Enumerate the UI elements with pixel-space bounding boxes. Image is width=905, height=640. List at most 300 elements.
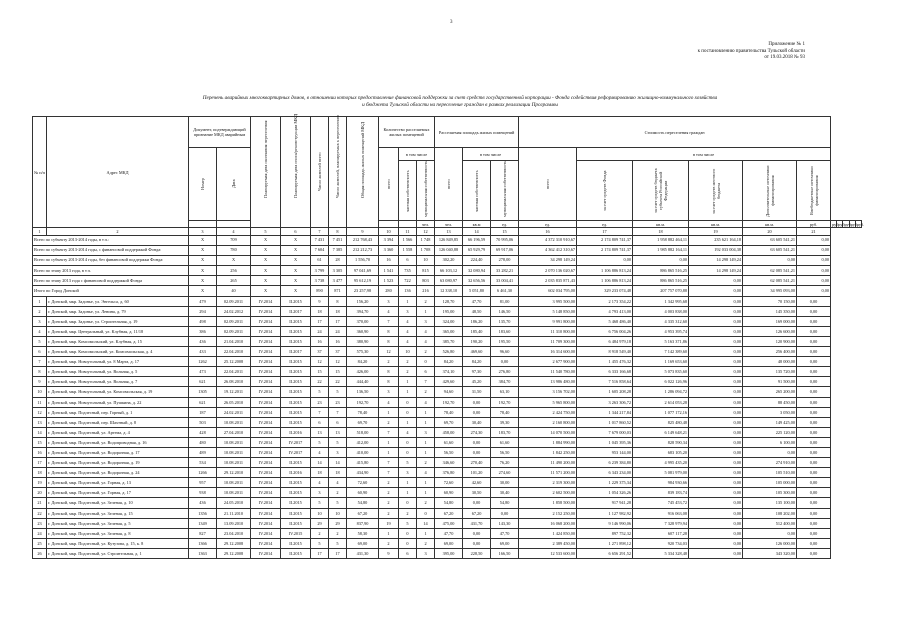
table-cell: 837,90 (347, 518, 379, 528)
table-cell: 0,00 (797, 437, 831, 447)
table-cell: 376,80 (435, 468, 463, 478)
table-cell: IV.2014 (251, 528, 281, 538)
table-cell: 25 (33, 538, 47, 548)
table-cell: 5 (329, 387, 347, 397)
table-cell: 10.08.2011 (217, 478, 251, 488)
table-cell: IV.2014 (251, 548, 281, 558)
table-cell: 6 (329, 417, 347, 427)
table-cell: X (251, 256, 281, 266)
table-cell: 12 (379, 347, 399, 357)
table-cell: IV.2017 (281, 447, 311, 457)
table-cell: 0,00 (689, 538, 743, 548)
table-cell: 329 233 074,48 (577, 286, 633, 296)
table-cell: 5 073 835,60 (633, 367, 689, 377)
table-header (33, 113, 865, 236)
table-cell: 3 (417, 316, 435, 326)
table-cell: 7 (311, 407, 329, 417)
header-count-private: частная собственность (405, 169, 410, 212)
table-cell: 534 (189, 458, 217, 468)
table-cell: 3 (329, 447, 347, 457)
table-cell: 105 510,00 (743, 468, 797, 478)
table-cell: 709 (217, 236, 251, 246)
table-cell: г. Донской, мкр. Подлесный, пер. Шахтный, д. 8 (47, 417, 189, 427)
header-area-municipal: муниципальная собственность (502, 160, 508, 217)
table-cell: 0,00 (797, 387, 831, 397)
table-cell: 91 500,00 (743, 377, 797, 387)
table-cell: II.2017 (281, 347, 311, 357)
column-number: 19 (689, 228, 743, 236)
table-cell: 1 (417, 417, 435, 427)
table-cell: 2 389 450,00 (519, 538, 577, 548)
table-cell: 518,00 (347, 427, 379, 437)
column-number: 5 (251, 228, 281, 236)
table-cell: IV.2014 (251, 437, 281, 447)
table-cell: IV.2014 (251, 397, 281, 407)
table-body (33, 236, 862, 559)
table-cell: II.2015 (281, 316, 311, 326)
table-cell: II.2015 (281, 478, 311, 488)
table-cell: 0,00 (797, 417, 831, 427)
table-cell: 216 (417, 286, 435, 296)
table-cell: 0,00 (797, 296, 831, 306)
table-cell: II.2015 (281, 488, 311, 498)
table-cell: 84,20 (463, 357, 491, 367)
table-cell: 458,00 (435, 427, 463, 437)
table-cell: 365,00 (435, 326, 463, 336)
table-cell: 2 174 809 741,37 (577, 246, 633, 256)
table-cell: II.2015 (281, 548, 311, 558)
table-cell: 280 (379, 286, 399, 296)
column-number: 10 (379, 228, 399, 236)
unit-cell: руб. (832, 221, 840, 227)
table-cell: 66 196,59 (463, 236, 491, 246)
table-cell: X (251, 236, 281, 246)
table-cell: 0,00 (689, 387, 743, 397)
table-cell: IV.2014 (251, 447, 281, 457)
table-row (33, 407, 862, 417)
table-cell: 24.05.2010 (217, 498, 251, 508)
table-cell: 9 (311, 296, 329, 306)
table-cell: II.2015 (281, 498, 311, 508)
table-cell: 0,00 (689, 528, 743, 538)
table-cell: 1 541 (379, 266, 399, 276)
table-cell: IV.2017 (281, 437, 311, 447)
header-area-group: Расселяемая площадь жилых помещений (435, 117, 519, 148)
table-cell: 69,70 (347, 417, 379, 427)
header-area-total-2: всего (446, 179, 452, 189)
table-row (33, 417, 862, 427)
header-local: за счет средств местного бюджета (710, 167, 721, 214)
table-cell: 602 034 795,00 (519, 286, 577, 296)
table-cell: 6 022 126,96 (633, 377, 689, 387)
table-cell: X (189, 266, 217, 276)
table-row (33, 367, 862, 377)
table-cell: 7 385 (329, 246, 347, 256)
table-cell: 0,00 (463, 397, 491, 407)
table-cell: 126 040,88 (435, 246, 463, 256)
table-cell: 0,00 (689, 316, 743, 326)
table-cell: 2 (379, 417, 399, 427)
table-row (33, 357, 862, 367)
header-area-in-that: в том числе (463, 148, 519, 161)
table-cell: 0,00 (797, 286, 831, 296)
table-cell: 1266 (189, 468, 217, 478)
total-row (33, 276, 862, 286)
table-cell: X (251, 266, 281, 276)
header-address: Адрес МКД (47, 117, 189, 228)
table-cell: 34 298 149,24 (519, 256, 577, 266)
table-cell: 21 (33, 498, 47, 508)
table-row (33, 478, 862, 488)
table-cell: г. Донской, мкр. Новоугольный, ул. Комсомольская, д. 19 (47, 387, 189, 397)
table-cell: 72,60 (347, 478, 379, 488)
table-cell: 61,60 (491, 437, 519, 447)
table-cell: II.2015 (281, 397, 311, 407)
unit-cell: руб. (856, 221, 865, 227)
table-cell: 166,50 (491, 548, 519, 558)
table-cell: 1 127 982,92 (577, 508, 633, 518)
table-cell: 23.04.2010 (217, 528, 251, 538)
table-row (33, 427, 862, 437)
table-cell: 48,50 (463, 306, 491, 316)
table-cell: 10 (417, 256, 435, 266)
table-cell: 0,00 (463, 447, 491, 457)
table-cell: 97 041,69 (347, 266, 379, 276)
unit-cell: ед. (519, 221, 577, 228)
table-cell: 6 343 234,00 (577, 468, 633, 478)
table-cell: 12 (311, 357, 329, 367)
header-doc-number: Номер (200, 178, 205, 190)
column-number: 1 (33, 228, 47, 236)
table-cell: г. Донской, мкр. Комсомольский, ул. Клубная, д. 15 (47, 336, 189, 346)
table-cell: 0,00 (689, 347, 743, 357)
table-cell: 30,40 (491, 488, 519, 498)
table-cell: 1 858 500,00 (519, 498, 577, 508)
table-cell: 105 300,00 (743, 488, 797, 498)
table-cell: 0,00 (689, 508, 743, 518)
table-cell: 0 (399, 538, 417, 548)
table-cell: 1 556,70 (347, 256, 379, 266)
table-cell: 13 (311, 427, 329, 437)
table-row (33, 447, 862, 457)
table-cell: г. Донской, мкр. Подлесный, ул. Водоразная, д. 17 (47, 447, 189, 457)
table-cell: 69,00 (347, 538, 379, 548)
table-cell: 0 (399, 498, 417, 508)
table-cell: 2 160 800,00 (519, 417, 577, 427)
header-cost-total: всего (545, 179, 551, 189)
table-cell: 10.08.2011 (217, 458, 251, 468)
table-cell: 23 (329, 397, 347, 407)
table-cell: 24.02.2011 (217, 407, 251, 417)
table-cell: Итого по Город Донской (33, 286, 189, 296)
table-cell: 0,00 (797, 336, 831, 346)
table-cell: 63 605 541,21 (743, 236, 797, 246)
table-cell: 6 756 004,26 (577, 326, 633, 336)
table-cell: 2 (329, 488, 347, 498)
table-cell: 69,00 (435, 538, 463, 548)
table-cell: IV.2014 (251, 427, 281, 437)
table-cell: 890 (311, 286, 329, 296)
table-cell: 385,70 (435, 336, 463, 346)
table-cell: 374,10 (435, 367, 463, 377)
table-cell: 2 (379, 538, 399, 548)
table-cell: IV.2014 (251, 357, 281, 367)
table-cell: 621 (189, 397, 217, 407)
table-cell: 4 (417, 336, 435, 346)
table-cell: 23 (311, 397, 329, 407)
table-cell: 1 017 860,52 (577, 417, 633, 427)
table-cell: 2 (379, 488, 399, 498)
table-cell: 825 480,48 (633, 417, 689, 427)
table-cell: 324,00 (435, 316, 463, 326)
appendix-line: к постановлению правительства Тульской области (697, 48, 805, 54)
table-cell: 276,80 (491, 367, 519, 377)
column-number: 18 (633, 228, 689, 236)
table-cell: 212 212,73 (347, 246, 379, 256)
table-cell: 1 (399, 417, 417, 427)
table-cell: 1 (417, 447, 435, 457)
table-cell: 3 738 (311, 276, 329, 286)
table-cell: 3 305 (329, 266, 347, 276)
table-cell: 1 054 326,26 (577, 488, 633, 498)
header-demolish-date: Планируемая дата сноса/реконструкции МКД (293, 113, 298, 198)
table-cell: 22.04.2010 (217, 347, 251, 357)
table-cell: 10 (33, 387, 47, 397)
table-cell: 0,00 (797, 508, 831, 518)
table-cell: 7 516 858,64 (577, 377, 633, 387)
table-cell: 4 372 310 910,67 (519, 236, 577, 246)
table-cell: 920 734,03 (633, 538, 689, 548)
table-cell: 192,70 (435, 397, 463, 407)
table-cell: 343 320,00 (743, 548, 797, 558)
table-cell: 19 (33, 478, 47, 488)
table-cell: 4 (33, 326, 47, 336)
table-cell: 8 918 549,40 (577, 347, 633, 357)
table-cell: 02.09.2011 (217, 316, 251, 326)
column-number: 20 (743, 228, 797, 236)
table-cell: IV.2014 (251, 458, 281, 468)
table-cell: 29.12.2010 (217, 468, 251, 478)
table-cell: 11 709 300,00 (519, 336, 577, 346)
table-cell: 1 455 476,32 (577, 357, 633, 367)
table-cell: 489 (189, 447, 217, 457)
table-cell: г. Донской, мкр. Подлесный, ул. Водоразная, д. 19 (47, 458, 189, 468)
table-cell: 126 849,85 (435, 236, 463, 246)
header-count-total: всего (386, 179, 391, 189)
table-cell: 5 148 850,00 (519, 306, 577, 316)
table-cell: 5 (329, 437, 347, 447)
table-cell: 3 360 (379, 246, 399, 256)
table-row (33, 538, 862, 548)
table-row (33, 548, 862, 558)
table-cell: 0,00 (689, 336, 743, 346)
table-cell: 436 (189, 336, 217, 346)
table-cell: Всего по субъекту 2013-2014 годы, с финансовой поддержкой Фонда: (33, 246, 189, 256)
table-cell: 7 451 (329, 236, 347, 246)
table-cell: 126 000,00 (743, 538, 797, 548)
table-cell: 0,00 (689, 286, 743, 296)
header-residents-plan: Число жителей, планируемых к переселению (335, 114, 340, 198)
table-cell: 42,60 (463, 478, 491, 488)
table-cell: 0,00 (797, 518, 831, 528)
table-cell: 18 (311, 468, 329, 478)
total-row (33, 266, 862, 276)
table-cell: 4 (399, 326, 417, 336)
table-cell: 67,20 (347, 508, 379, 518)
table-cell: II.2015 (281, 417, 311, 427)
table-row (33, 336, 862, 346)
table-cell: 1 842 250,00 (519, 447, 577, 457)
table-cell: 192,70 (491, 397, 519, 407)
table-cell: 0,00 (797, 276, 831, 286)
table-cell: IV.2014 (251, 336, 281, 346)
table-cell: 0 (399, 437, 417, 447)
table-cell: II.2015 (281, 367, 311, 377)
table-cell: 126 600,00 (743, 326, 797, 336)
table-cell: 1 (417, 437, 435, 447)
table-cell: 938 (189, 488, 217, 498)
table-cell: 14 298 149,24 (689, 266, 743, 276)
table-cell: 149 425,00 (743, 417, 797, 427)
table-cell: 56,50 (435, 447, 463, 457)
table-cell: 24 (329, 326, 347, 336)
table-cell: 2 (379, 508, 399, 518)
table-cell: 0,00 (797, 498, 831, 508)
table-cell: 14 (417, 518, 435, 528)
table-cell: 2 152 250,00 (519, 508, 577, 518)
table-cell: 30,00 (491, 478, 519, 488)
table-cell: 23 (33, 518, 47, 528)
table-cell: 274,60 (491, 468, 519, 478)
table-cell: 274,30 (463, 427, 491, 437)
table-cell: 45,20 (463, 377, 491, 387)
table-cell: 3 (417, 427, 435, 437)
table-cell: 8 (379, 326, 399, 336)
header-fund: за счет средств Фонда (602, 170, 608, 211)
table-cell: II.2015 (281, 387, 311, 397)
table-cell: 780 (217, 246, 251, 256)
table-cell: 5 (311, 538, 329, 548)
table-cell: 6 (399, 548, 417, 558)
table-cell: 480 (189, 437, 217, 447)
header-nonbudget: Внебюджетные источники финансирования (808, 166, 819, 215)
table-cell: 1 (379, 528, 399, 538)
table-cell: 72,60 (435, 478, 463, 488)
table-cell: 2 (329, 528, 347, 538)
table-cell: 47,70 (463, 296, 491, 306)
title-line: и бюджета Тульской области на переселение граждан в рамках реализации Программы (362, 102, 558, 108)
table-cell: 1 229 375,34 (577, 478, 633, 488)
table-cell: 15 (311, 367, 329, 377)
table-cell: 10.08.2011 (217, 437, 251, 447)
table-cell: 735 (399, 266, 417, 276)
table-cell: 63,10 (491, 387, 519, 397)
table-cell: 30,40 (463, 417, 491, 427)
table-cell: 0,00 (743, 256, 797, 266)
table-cell: II.2015 (281, 407, 311, 417)
table-cell: 0,00 (491, 508, 519, 518)
table-cell: 0,00 (797, 427, 831, 437)
table-cell: 6 (399, 256, 417, 266)
header-doc-date: Дата (231, 179, 236, 189)
table-cell: 265 200,00 (743, 387, 797, 397)
table-cell: 0,00 (797, 246, 831, 256)
table-cell: 16 (33, 447, 47, 457)
table-cell: 31,50 (463, 387, 491, 397)
table-cell: 58,30 (347, 528, 379, 538)
table-row (33, 437, 862, 447)
unit-cell: кв.м. (743, 221, 797, 228)
table-cell: 0,00 (743, 447, 797, 457)
table-cell: 0,00 (689, 468, 743, 478)
table-cell: 2 (33, 306, 47, 316)
table-cell: 0,00 (797, 347, 831, 357)
table-cell: 3 (311, 488, 329, 498)
table-cell: 0,00 (689, 357, 743, 367)
table-cell: Всего по субъекту 2013-2014 годы, без финансовой поддержки Фонда: (33, 256, 189, 266)
table-cell: 2 (417, 387, 435, 397)
table-cell: 0,00 (797, 407, 831, 417)
table-cell: 1 (379, 447, 399, 457)
table-cell: 621 (189, 377, 217, 387)
table-cell: 17 (311, 316, 329, 326)
total-row (33, 236, 862, 246)
table-cell: г. Донской, мкр. Новоугольный, ул. Вольная, д. 7 (47, 377, 189, 387)
table-cell: г. Донской, мкр. Подлесный, ул. Артема, д. 4 (47, 427, 189, 437)
table-cell: 294 (189, 306, 217, 316)
table-cell: II.2015 (281, 538, 311, 548)
table-row (33, 498, 862, 508)
table-cell: 1 708 (417, 246, 435, 256)
table-cell: 886 865 516,25 (633, 266, 689, 276)
table-cell: 2 602 500,00 (519, 488, 577, 498)
table-cell: 4 (329, 478, 347, 488)
table-cell: 37 (311, 347, 329, 357)
table-cell: 195,00 (435, 306, 463, 316)
unit-cell: руб. (797, 221, 831, 228)
table-cell: IV.2014 (251, 407, 281, 417)
table-cell: 0 (399, 407, 417, 417)
table-cell: 1 (379, 407, 399, 417)
unit-cell: кв.м (463, 221, 491, 228)
table-cell: 607 117,28 (633, 528, 689, 538)
table-cell: 39,30 (491, 417, 519, 427)
table-cell: 886 865 516,25 (633, 276, 689, 286)
table-cell: 0,00 (797, 478, 831, 488)
table-cell: 0,00 (463, 538, 491, 548)
table-row (33, 458, 862, 468)
table-cell: IV.2014 (251, 417, 281, 427)
column-number: 4 (217, 228, 251, 236)
table-cell: 16 (311, 336, 329, 346)
appendix-line: от 19.03.2018 № 93 (764, 55, 805, 61)
table-cell: 18 (33, 468, 47, 478)
table-cell: 13 (329, 427, 347, 437)
table-cell: 29 (311, 518, 329, 528)
table-cell: 7 142 389,60 (633, 347, 689, 357)
table-cell: II.2015 (281, 377, 311, 387)
table-cell: X (251, 276, 281, 286)
table-cell: г. Донской, мкр. Задонье, ул. Энгельса, д. 60 (47, 296, 189, 306)
table-cell: 0,00 (689, 407, 743, 417)
table-cell: IV.2014 (251, 498, 281, 508)
table-cell: 18 (329, 468, 347, 478)
unit-cell: кв.м. (633, 221, 689, 228)
table-cell: 13 (33, 417, 47, 427)
table-cell: 10.08.2011 (217, 417, 251, 427)
table-cell: 395,00 (435, 548, 463, 558)
table-cell: 88 450,00 (743, 397, 797, 407)
